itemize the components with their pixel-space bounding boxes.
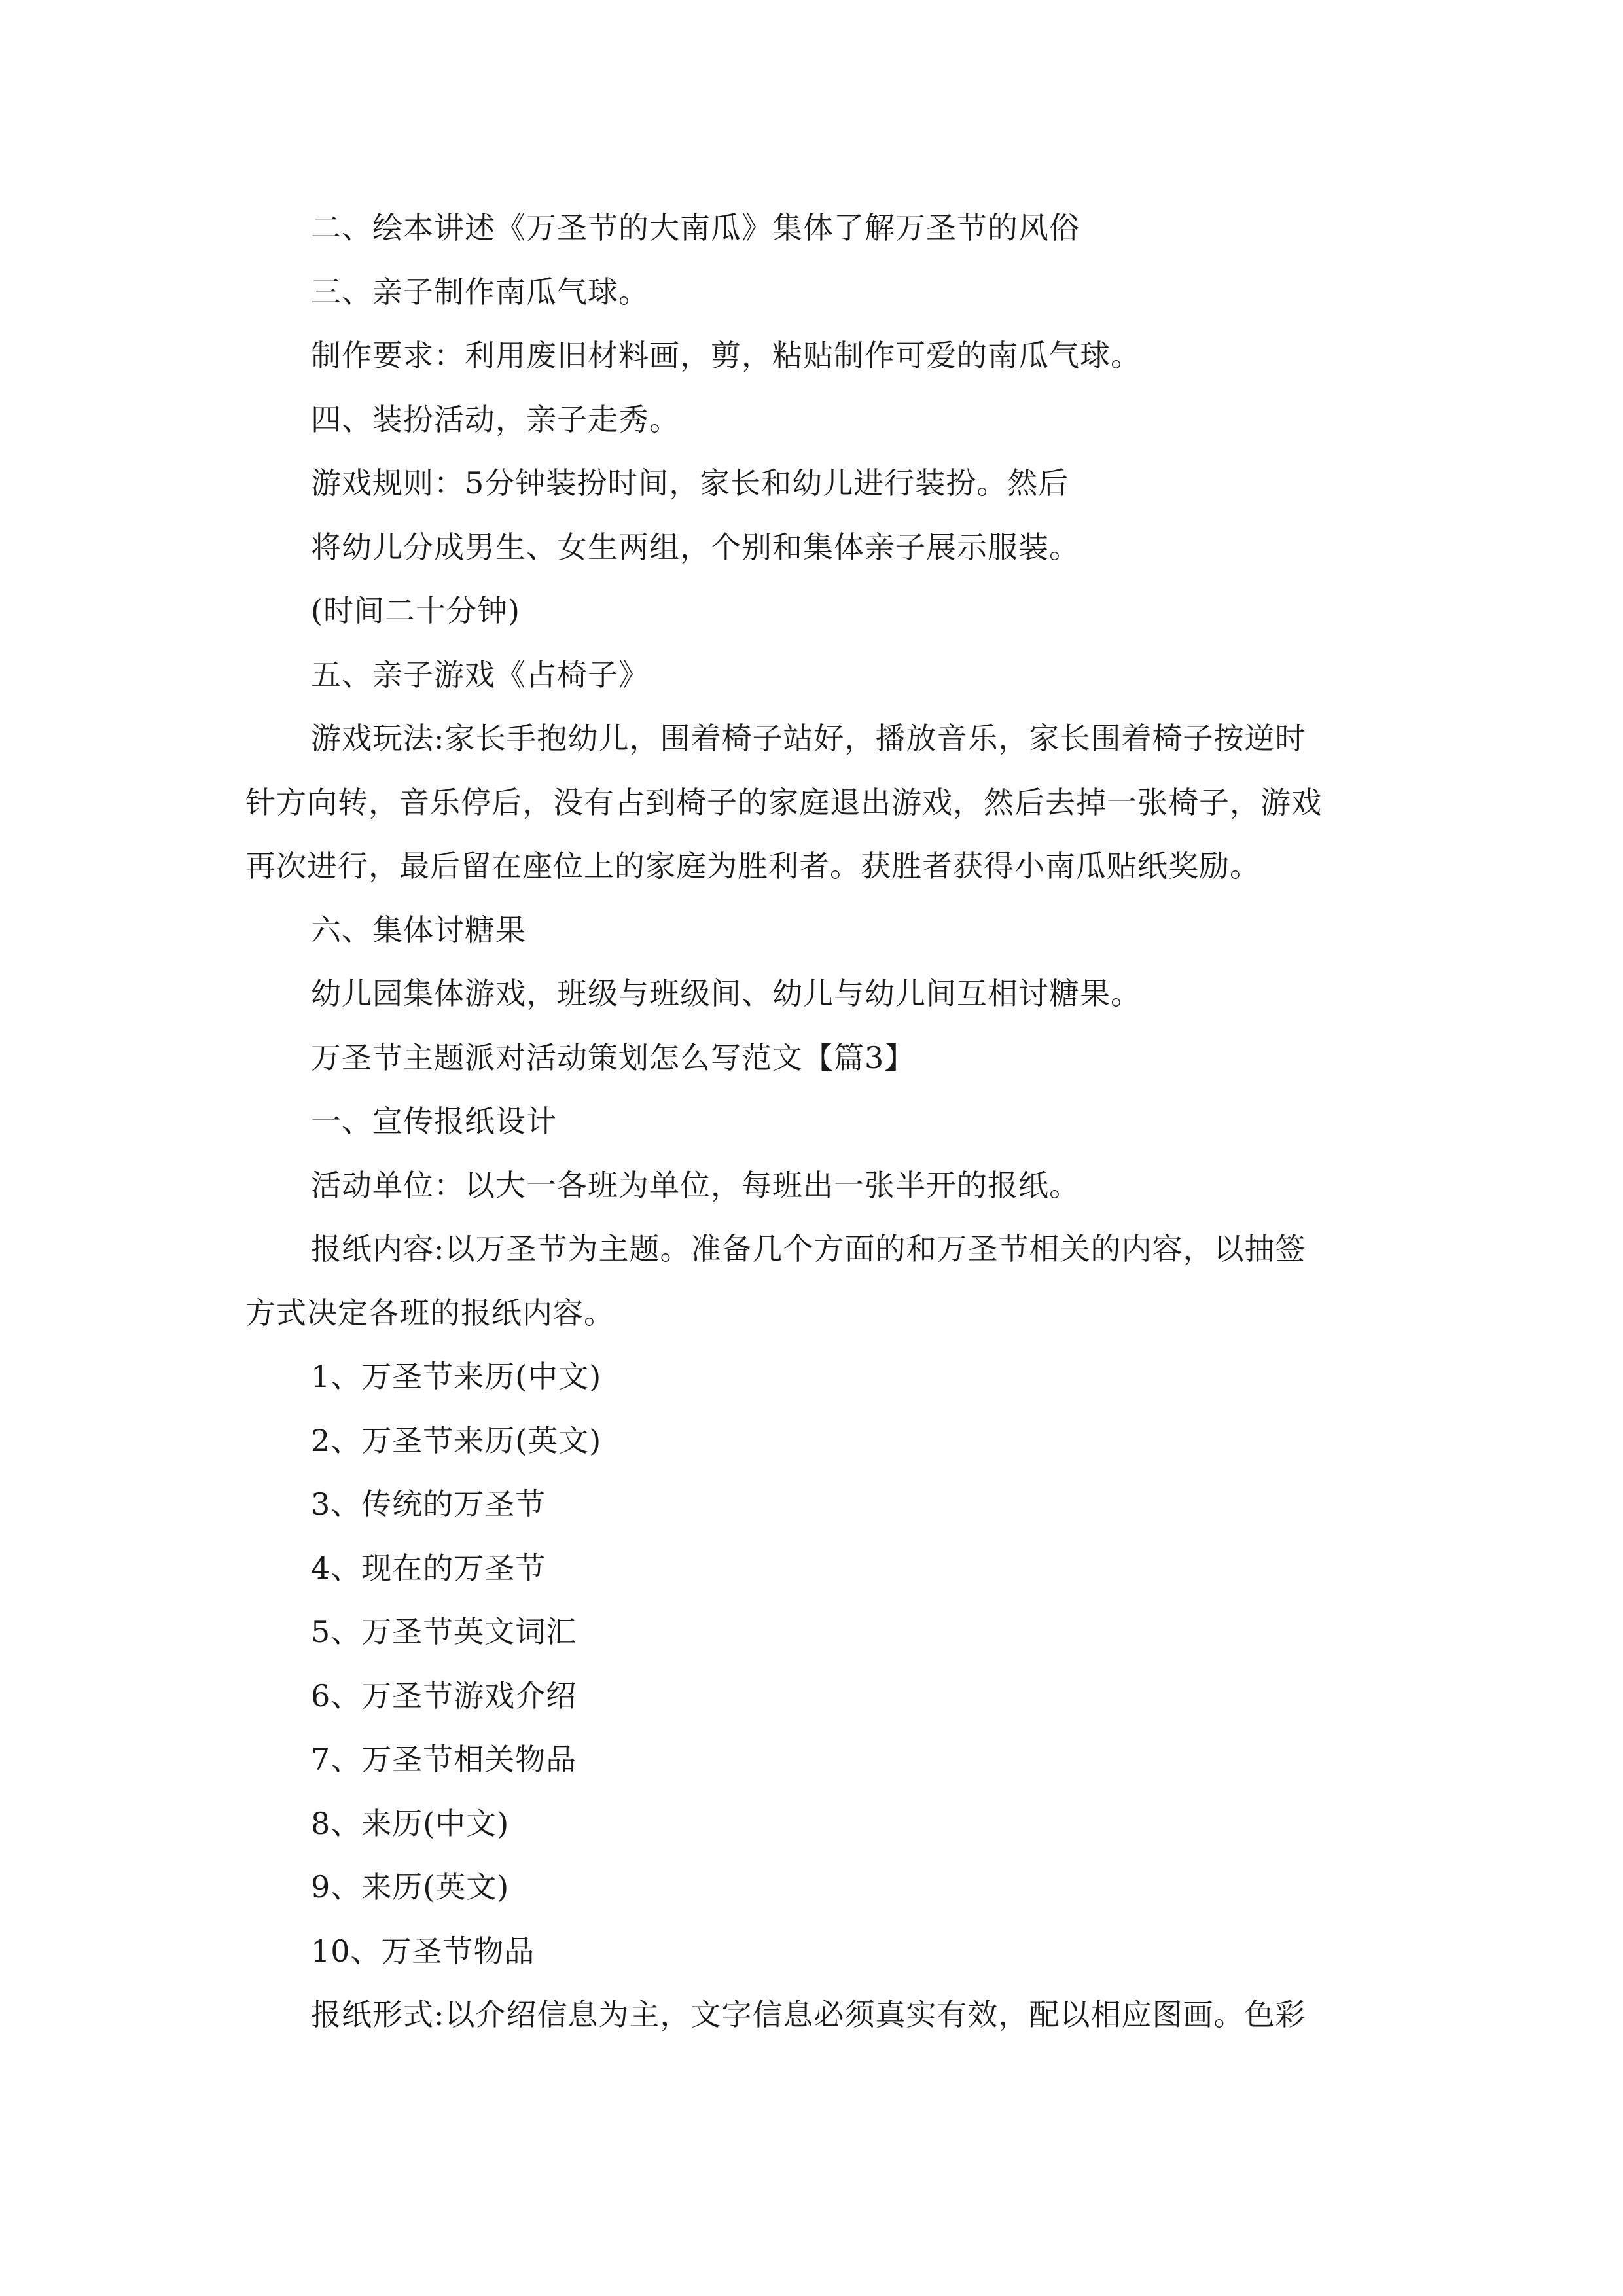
section-heading-chair-game: 五、亲子游戏《占椅子》	[311, 656, 649, 692]
list-item: 9、来历(英文)	[311, 1869, 510, 1905]
paragraph-line: (时间二十分钟)	[311, 593, 520, 628]
list-item: 2、万圣节来历(英文)	[311, 1422, 602, 1458]
list-item: 10、万圣节物品	[311, 1933, 535, 1969]
section-heading-storybook: 二、绘本讲述《万圣节的大南瓜》集体了解万圣节的风俗	[311, 210, 1080, 245]
section-heading-candy: 六、集体讨糖果	[311, 912, 526, 948]
section-heading-newspaper: 一、宣传报纸设计	[311, 1103, 557, 1139]
paragraph-line: 活动单位：以大一各班为单位，每班出一张半开的报纸。	[311, 1167, 1080, 1203]
paragraph-line: 针方向转，音乐停后，没有占到椅子的家庭退出游戏，然后去掉一张椅子，游戏	[245, 784, 1322, 820]
list-item: 7、万圣节相关物品	[311, 1742, 577, 1777]
paragraph-line: 制作要求：利用废旧材料画，剪，粘贴制作可爱的南瓜气球。	[311, 338, 1141, 373]
paragraph-line: 报纸形式:以介绍信息为主，文字信息必须真实有效，配以相应图画。色彩	[311, 1997, 1306, 2032]
paragraph-line: 再次进行，最后留在座位上的家庭为胜利者。获胜者获得小南瓜贴纸奖励。	[245, 848, 1260, 884]
article-title: 万圣节主题派对活动策划怎么写范文【篇3】	[311, 1039, 916, 1075]
paragraph-line: 幼儿园集体游戏，班级与班级间、幼儿与幼儿间互相讨糖果。	[311, 976, 1141, 1011]
list-item: 3、传统的万圣节	[311, 1486, 546, 1522]
list-item: 4、现在的万圣节	[311, 1550, 546, 1586]
paragraph-line: 游戏规则：5分钟装扮时间，家长和幼儿进行装扮。然后	[311, 465, 1069, 501]
list-item: 8、来历(中文)	[311, 1805, 510, 1841]
section-heading-balloon: 三、亲子制作南瓜气球。	[311, 274, 649, 310]
document-body	[245, 196, 1381, 2047]
list-item: 1、万圣节来历(中文)	[311, 1359, 602, 1394]
list-item: 6、万圣节游戏介绍	[311, 1677, 577, 1713]
paragraph-line: 将幼儿分成男生、女生两组，个别和集体亲子展示服装。	[311, 529, 1080, 565]
paragraph-line: 游戏玩法:家长手抱幼儿，围着椅子站好，播放音乐，家长围着椅子按逆时	[311, 721, 1306, 756]
paragraph-line: 方式决定各班的报纸内容。	[245, 1295, 615, 1331]
paragraph-line: 报纸内容:以万圣节为主题。准备几个方面的和万圣节相关的内容，以抽签	[311, 1231, 1306, 1266]
section-heading-costume: 四、装扮活动，亲子走秀。	[311, 401, 680, 437]
list-item: 5、万圣节英文词汇	[311, 1614, 577, 1649]
